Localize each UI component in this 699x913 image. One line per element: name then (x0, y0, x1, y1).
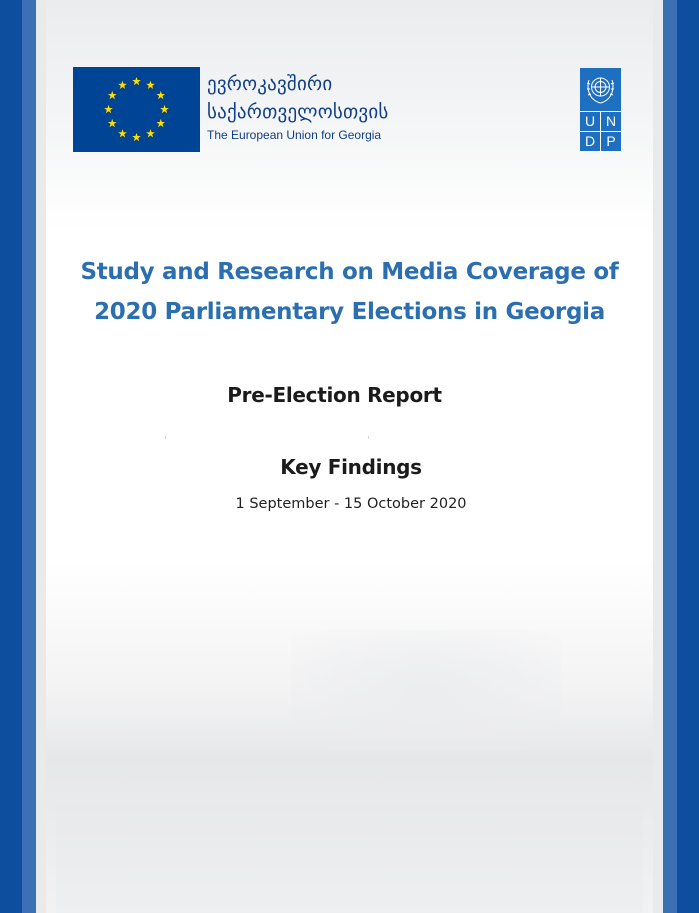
undp-letter-d: D (584, 133, 596, 149)
faded-background-graphic (291, 630, 561, 750)
eu-star-icon (156, 91, 165, 99)
eu-name-georgian-line1: ევროკავშირი (207, 73, 333, 95)
eu-name-english: The European Union for Georgia (207, 128, 382, 142)
report-title (46, 252, 653, 332)
bottom-fade-panel (56, 805, 643, 913)
report-title-line2: 2020 Parliamentary Elections in Georgia (94, 299, 605, 325)
eu-logo-text (207, 70, 389, 142)
eu-star-icon (118, 129, 127, 137)
eu-star-icon (132, 133, 141, 141)
undp-letter-grid (580, 111, 621, 151)
eu-flag-icon (73, 67, 200, 152)
report-subtitle: Pre-Election Report (227, 383, 442, 407)
undp-letter-n: N (605, 113, 617, 129)
eu-star-icon (160, 105, 169, 113)
un-emblem-icon (580, 68, 621, 111)
reporting-period: 1 September - 15 October 2020 (235, 496, 467, 512)
eu-star-icon (118, 81, 127, 89)
eu-star-icon (104, 105, 113, 113)
undp-logo (580, 68, 621, 151)
divider-tick-left (165, 436, 166, 439)
eu-star-icon (156, 119, 165, 127)
eu-star-icon (146, 129, 155, 137)
eu-stars (73, 67, 200, 152)
eu-star-icon (108, 91, 117, 99)
eu-name-georgian-line2: საქართველოსთვის (207, 101, 389, 123)
report-title-line1: Study and Research on Media Coverage of (80, 259, 619, 285)
eu-star-icon (108, 119, 117, 127)
eu-star-icon (132, 77, 141, 85)
undp-letter-u: U (584, 113, 596, 129)
undp-letter-p: P (606, 133, 616, 149)
section-heading: Key Findings (280, 455, 422, 479)
eu-star-icon (146, 81, 155, 89)
divider-tick-right (368, 436, 369, 439)
